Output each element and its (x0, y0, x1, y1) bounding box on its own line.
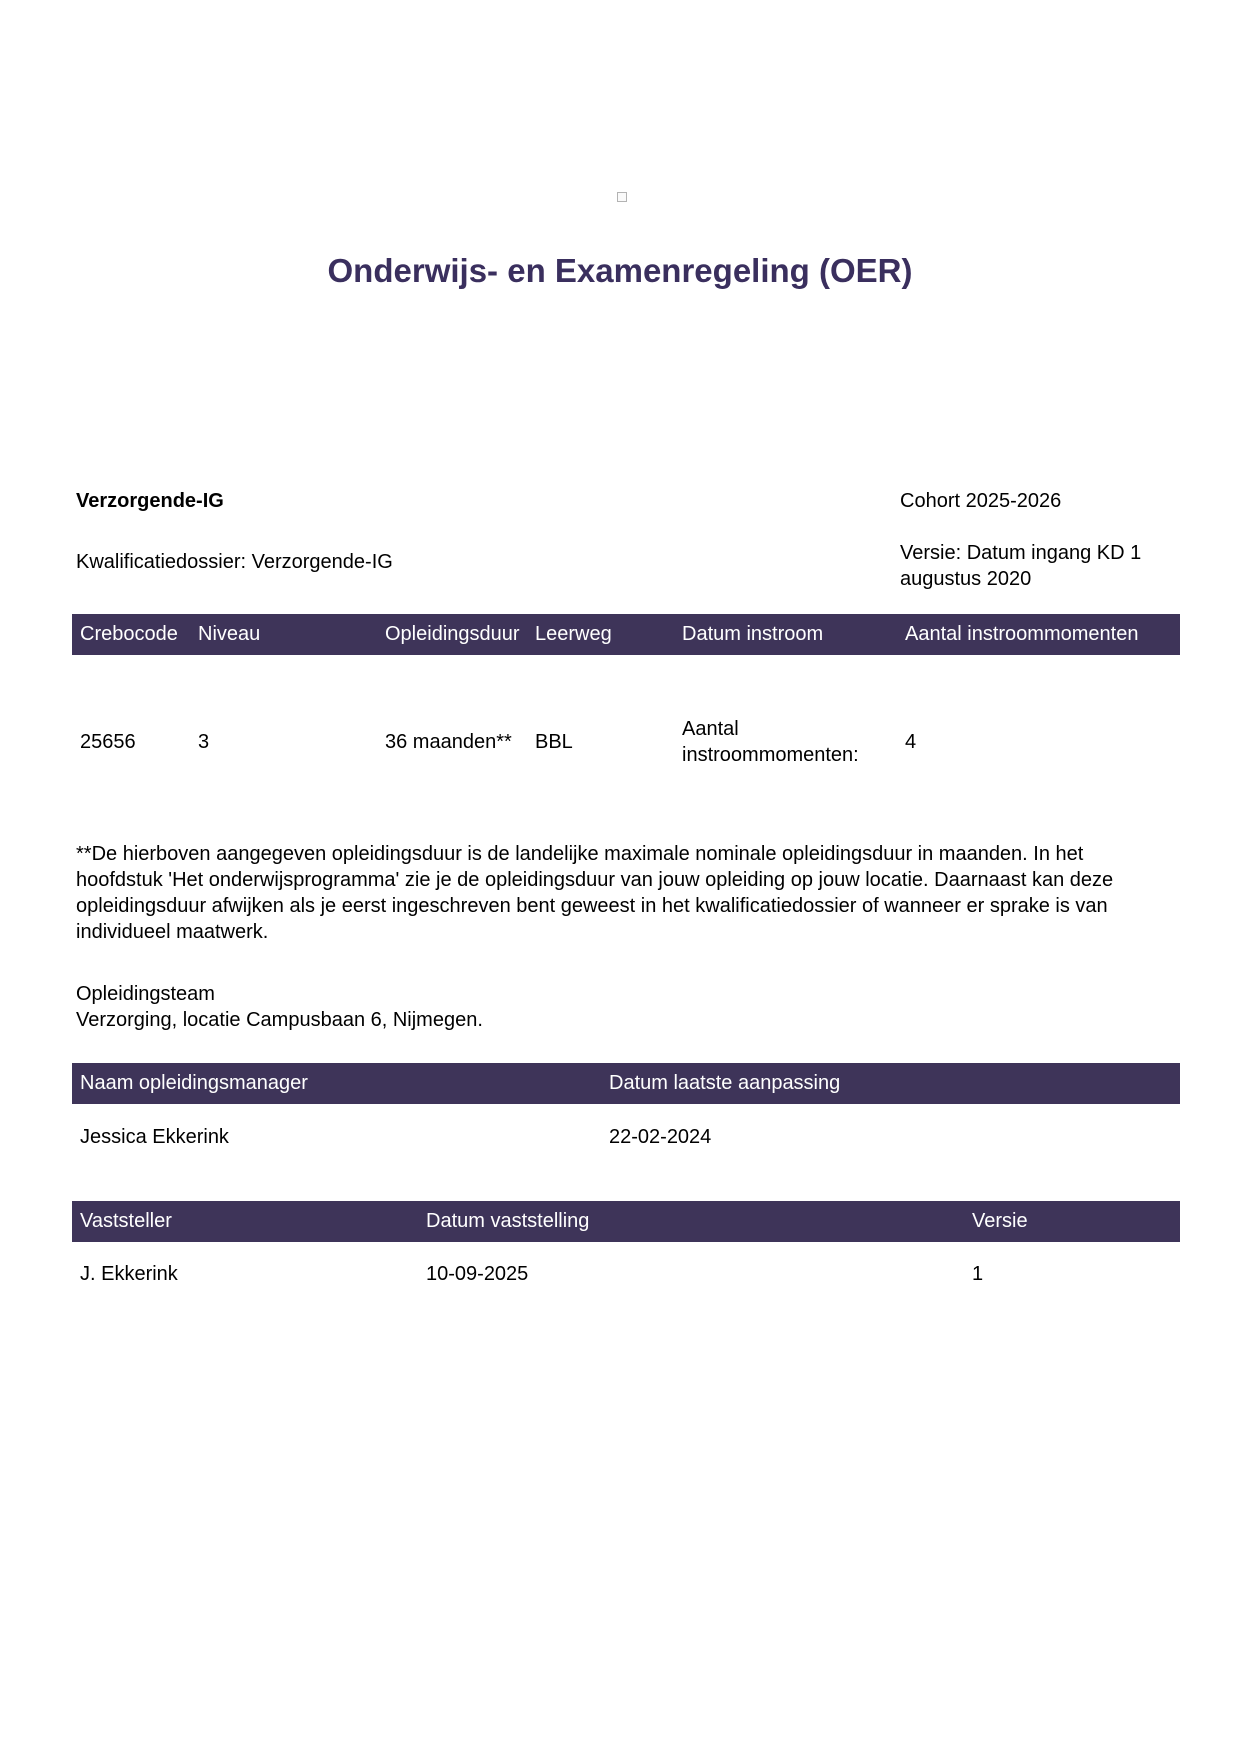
cell-aantal-instroommomenten: 4 (905, 731, 917, 753)
version-line: Versie: Datum ingang KD 1 augustus 2020 (900, 542, 1142, 590)
opleidingsteam-label: Opleidingsteam (76, 983, 215, 1005)
col-header-datum-vaststelling: Datum vaststelling (418, 1201, 964, 1242)
cell-vaststeller: J. Ekkerink (80, 1263, 178, 1285)
col-header-datum-instroom: Datum instroom (674, 614, 897, 655)
cell-datum-instroom: Aantal instroommomenten: (682, 718, 859, 766)
duration-footnote: **De hierboven aangegeven opleidingsduur is de landelijke maximale nominale opleidingsduur in maanden. In het hoofdstuk 'Het onderwijsprogramma' zie je de opleidingsduur van jouw opleiding op jouw locatie. Daarnaast kan deze opleidingsduur afwijken als je eerst ingeschreven bent geweest in het kwalificatiedossier of wanneer er sprake is van individueel maatwerk. (76, 843, 1114, 943)
col-header-niveau: Niveau (190, 614, 377, 655)
opleidingsteam-block (76, 981, 483, 1033)
manager-table-header-row (72, 1063, 1180, 1104)
cell-crebocode: 25656 (80, 731, 136, 753)
cell-leerweg: BBL (535, 731, 573, 753)
opleidingsteam-location: Verzorging, locatie Campusbaan 6, Nijmegen. (76, 1009, 483, 1031)
cell-versie: 1 (972, 1263, 984, 1285)
cell-opleidingsduur: 36 maanden** (385, 731, 512, 753)
col-header-aantal-instroommomenten: Aantal instroommomenten (897, 614, 1180, 655)
program-info-table (72, 614, 1180, 829)
col-header-crebocode: Crebocode (72, 614, 190, 655)
cell-manager-datum: 22-02-2024 (609, 1126, 712, 1148)
cell-manager-naam: Jessica Ekkerink (80, 1126, 229, 1148)
col-header-naam-opleidingsmanager: Naam opleidingsmanager (72, 1063, 601, 1104)
program-table-header-row (72, 614, 1180, 655)
page-title: Onderwijs- en Examenregeling (OER) (327, 252, 913, 289)
cell-vaststelling-datum: 10-09-2025 (426, 1263, 529, 1285)
col-header-versie: Versie (964, 1201, 1180, 1242)
approval-table-header-row (72, 1201, 1180, 1242)
col-header-vaststeller: Vaststeller (72, 1201, 418, 1242)
program-table-row (72, 655, 1180, 829)
program-name: Verzorgende-IG (76, 490, 224, 512)
col-header-opleidingsduur: Opleidingsduur (377, 614, 527, 655)
cell-niveau: 3 (198, 731, 210, 753)
manager-table (72, 1063, 1180, 1170)
missing-image-placeholder-icon (617, 192, 627, 202)
col-header-datum-laatste-aanpassing: Datum laatste aanpassing (601, 1063, 1180, 1104)
approval-table-row (72, 1242, 1180, 1306)
cohort-label: Cohort 2025-2026 (900, 490, 1062, 512)
manager-table-row (72, 1104, 1180, 1170)
qualification-line: Kwalificatiedossier: Verzorgende-IG (76, 551, 393, 573)
approval-table (72, 1201, 1180, 1306)
col-header-leerweg: Leerweg (527, 614, 674, 655)
